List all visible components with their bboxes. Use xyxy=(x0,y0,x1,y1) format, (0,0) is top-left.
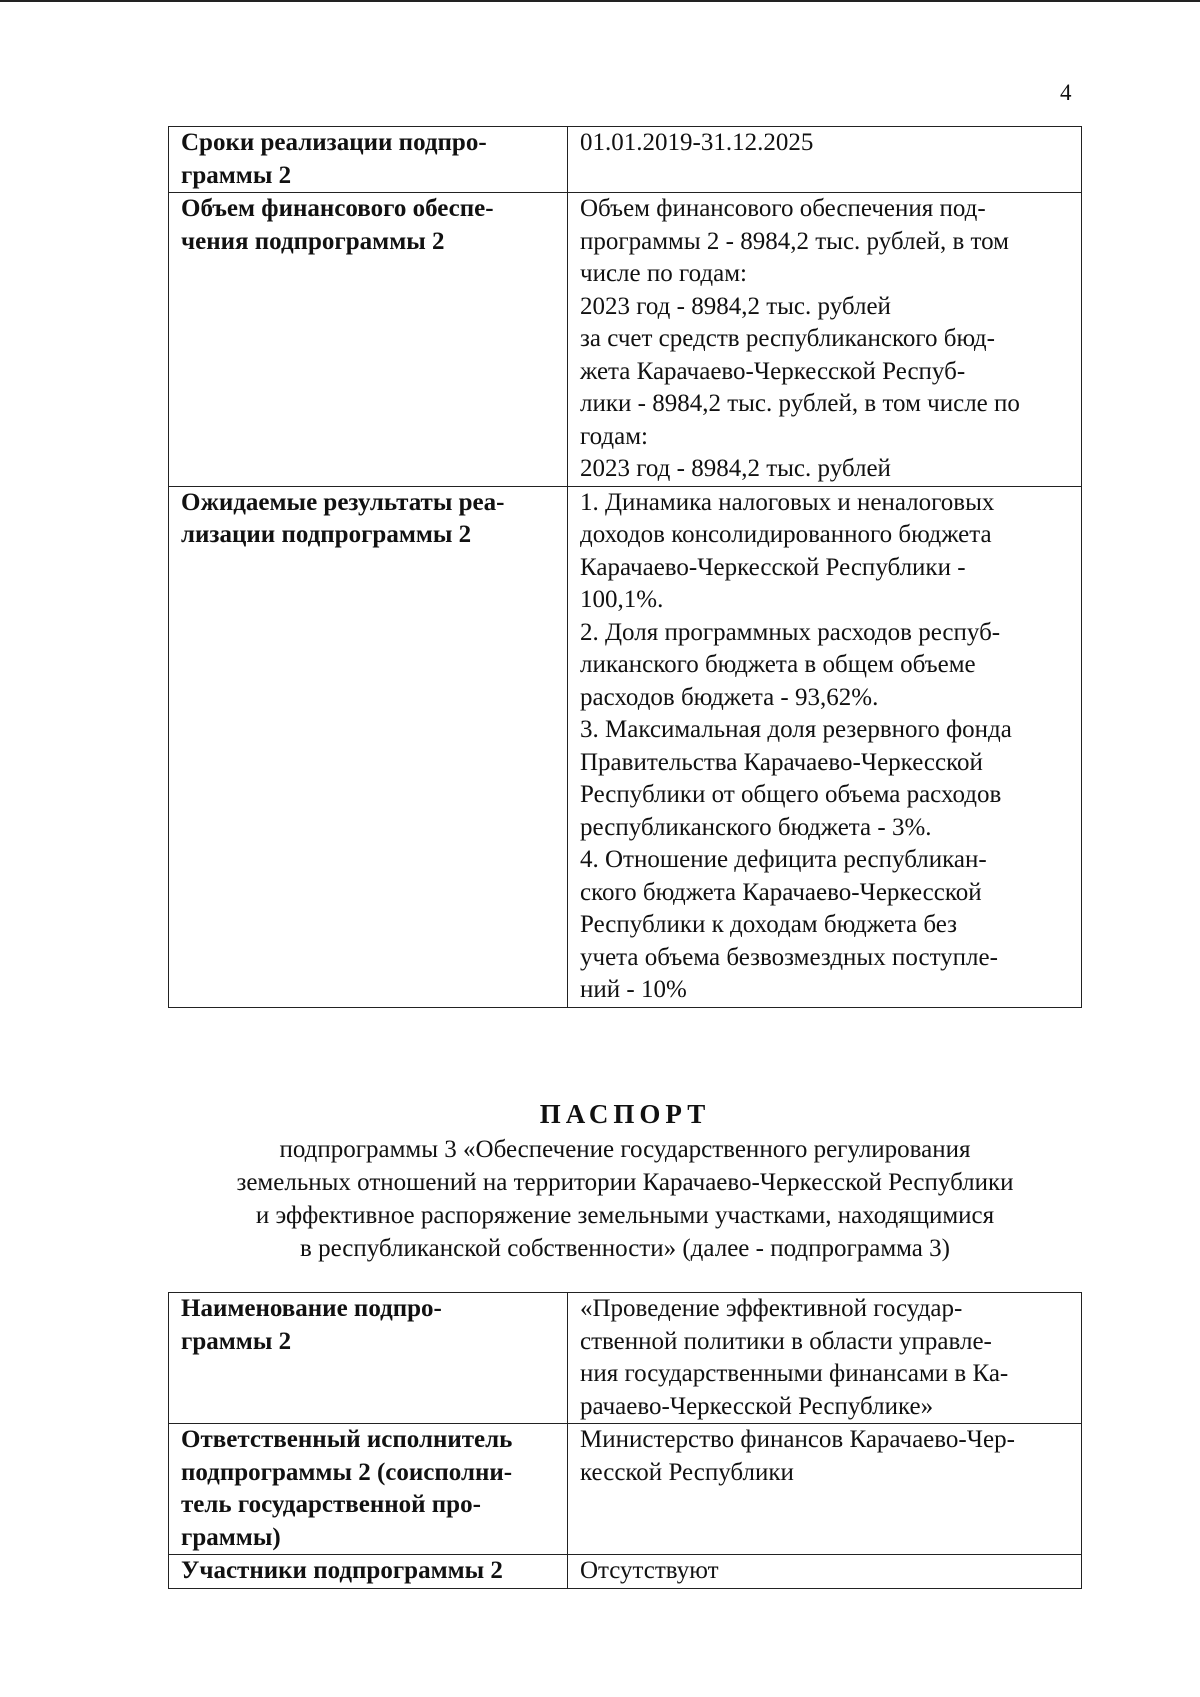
value-line: годам: xyxy=(580,422,648,450)
table-row xyxy=(169,486,1082,1007)
row-label-cell xyxy=(169,127,568,193)
row-label-cell xyxy=(169,193,568,487)
row-value-cell xyxy=(568,1293,1082,1424)
row-value-cell xyxy=(568,1424,1082,1555)
value-line: программы 2 - 8984,2 тыс. рублей, в том xyxy=(580,227,1009,255)
table-row xyxy=(169,193,1082,487)
value-line: ния государственными финансами в Ка- xyxy=(580,1360,1009,1387)
value-line: ний - 10% xyxy=(580,976,687,1003)
table-row xyxy=(169,1424,1082,1555)
label-line: тель государственной про- xyxy=(181,1491,481,1518)
label-line: Участники подпрограммы 2 xyxy=(181,1557,503,1584)
table-row xyxy=(169,1555,1082,1589)
subprogram-2-passport-table xyxy=(168,126,1082,1008)
label-line: Ожидаемые результаты реа- xyxy=(181,488,505,516)
value-line: 4. Отношение дефицита республикан- xyxy=(580,846,987,873)
label-line: Объем финансового обеспе- xyxy=(181,195,494,222)
value-line: ственной политики в области управле- xyxy=(580,1327,992,1355)
label-line: подпрограммы 2 (соисполни- xyxy=(181,1458,513,1486)
value-line: 3. Максимальная доля резервного фонда xyxy=(580,716,1012,743)
label-line: Наименование подпро- xyxy=(181,1295,442,1322)
value-line: доходов консолидированного бюджета xyxy=(580,521,992,548)
value-line: 1. Динамика налоговых и неналоговых xyxy=(580,488,995,516)
value-line: за счет средств республиканского бюд- xyxy=(580,325,995,352)
label-line: лизации подпрограммы 2 xyxy=(181,521,472,548)
value-line: «Проведение эффективной государ- xyxy=(580,1295,963,1322)
value-line: ского бюджета Карачаево-Черкесской xyxy=(580,878,982,906)
label-line: Сроки реализации подпро- xyxy=(181,129,487,156)
value-line: 2023 год - 8984,2 тыс. рублей xyxy=(580,292,891,320)
value-line: 2. Доля программных расходов респуб- xyxy=(580,618,1001,646)
heading-line: подпрограммы 3 «Обеспечение государственного регулирования xyxy=(279,1136,971,1163)
value-line: учета объема безвозмездных поступле- xyxy=(580,943,998,971)
label-line: граммы 2 xyxy=(181,161,292,189)
value-line: 100,1%. xyxy=(580,586,664,613)
row-value-cell xyxy=(568,486,1082,1007)
subprogram-3-heading xyxy=(168,1098,1082,1265)
label-line: Ответственный исполнитель xyxy=(181,1426,513,1453)
value-line: кесской Республики xyxy=(580,1458,794,1486)
value-line: Карачаево-Черкесской Республики - xyxy=(580,553,966,581)
row-label-cell xyxy=(169,486,568,1007)
value-line: Республики к доходам бюджета без xyxy=(580,911,958,938)
value-line: Республики от общего объема расходов xyxy=(580,781,1002,808)
value-line: республиканского бюджета - 3%. xyxy=(580,813,932,841)
value-line: лики - 8984,2 тыс. рублей, в том числе по xyxy=(580,390,1020,417)
page-number: 4 xyxy=(1060,80,1072,105)
value-line: расходов бюджета - 93,62%. xyxy=(580,683,879,711)
label-line: граммы 2 xyxy=(181,1327,292,1355)
value-line: 2023 год - 8984,2 тыс. рублей xyxy=(580,455,891,482)
row-label-cell xyxy=(169,1555,568,1589)
top-border-line xyxy=(0,0,1200,2)
value-line: Отсутствуют xyxy=(580,1557,719,1584)
table-row xyxy=(169,127,1082,193)
row-label-cell xyxy=(169,1293,568,1424)
subprogram-3-passport-table xyxy=(168,1292,1082,1589)
passport-title: ПАСПОРТ xyxy=(539,1099,711,1129)
value-line: Правительства Карачаево-Черкесской xyxy=(580,748,983,776)
value-line: жета Карачаево-Черкесской Респуб- xyxy=(580,357,966,385)
row-value-cell xyxy=(568,1555,1082,1589)
table-row xyxy=(169,1293,1082,1424)
row-value-cell xyxy=(568,127,1082,193)
row-value-cell xyxy=(568,193,1082,487)
label-line: граммы) xyxy=(181,1523,281,1551)
heading-line: и эффективное распоряжение земельными участками, находящимися xyxy=(255,1202,995,1229)
value-line: рачаево-Черкесской Республике» xyxy=(580,1392,934,1420)
label-line: чения подпрограммы 2 xyxy=(181,227,445,255)
value-line: ликанского бюджета в общем объеме xyxy=(580,651,976,678)
value-line: Объем финансового обеспечения под- xyxy=(580,195,986,222)
value-line: 01.01.2019-31.12.2025 xyxy=(580,129,814,156)
heading-line: земельных отношений на территории Карачаево-Черкесской Республики xyxy=(236,1169,1014,1196)
value-line: Министерство финансов Карачаево-Чер- xyxy=(580,1426,1015,1453)
row-label-cell xyxy=(169,1424,568,1555)
heading-line: в республиканской собственности» (далее - подпрограмма 3) xyxy=(300,1235,950,1262)
value-line: числе по годам: xyxy=(580,260,747,287)
